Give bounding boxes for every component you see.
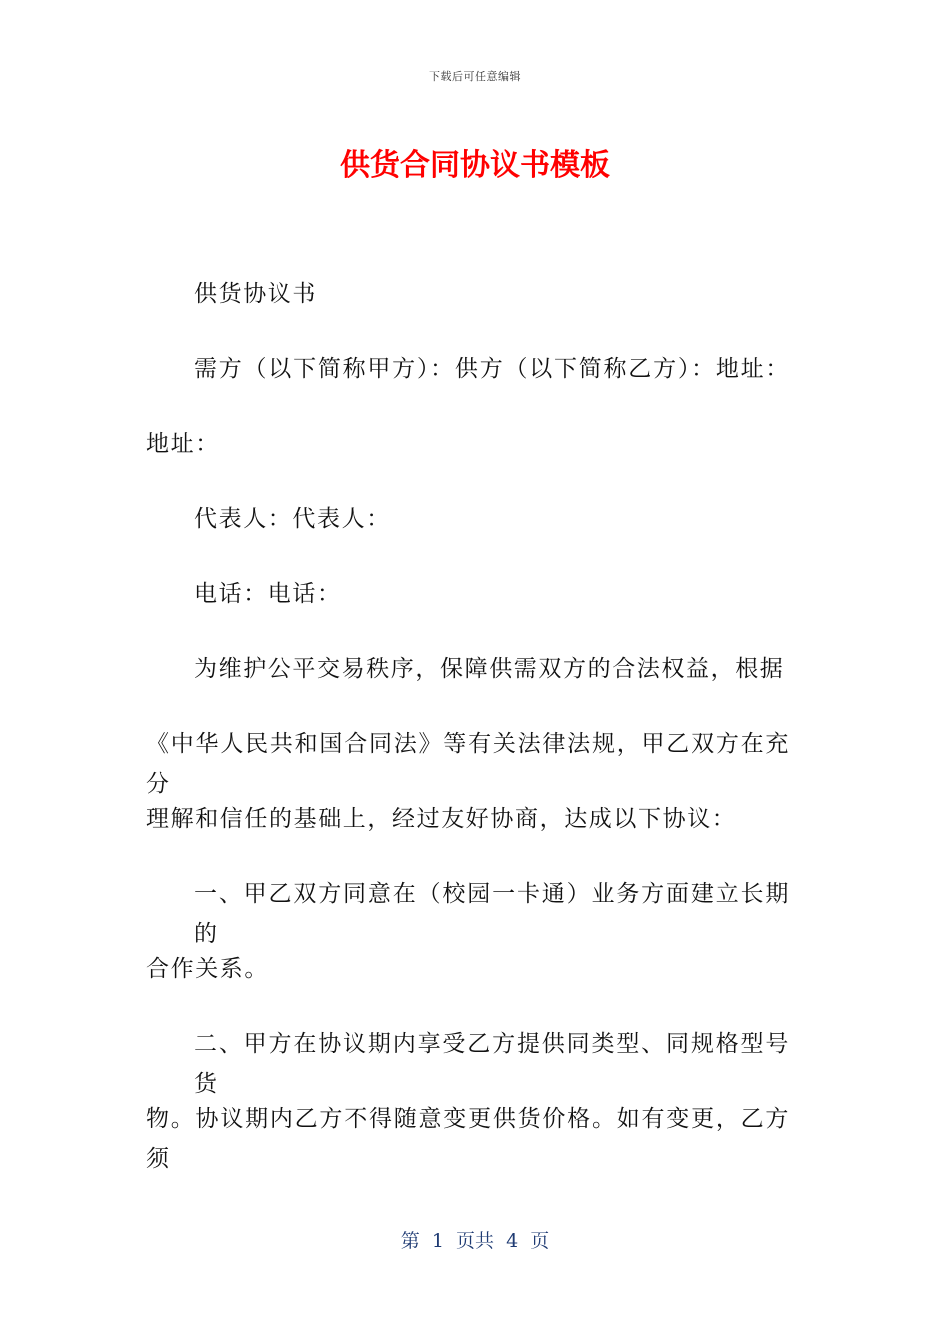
document-title: 供货合同协议书模板 — [340, 148, 610, 183]
paragraph-line: 合作关系。 — [146, 956, 269, 982]
paragraph-line: 物。协议期内乙方不得随意变更供货价格。如有变更，乙方须 — [146, 1106, 790, 1172]
paragraph-line: 一、甲乙双方同意在（校园一卡通）业务方面建立长期的 — [194, 881, 790, 947]
paragraph-line: 地址： — [146, 431, 220, 457]
paragraph-line: 需方（以下简称甲方）：供方（以下简称乙方）：地址： — [194, 356, 790, 382]
paragraph-line: 《中华人民共和国合同法》等有关法律法规，甲乙双方在充分 — [146, 731, 790, 797]
paragraph-line: 理解和信任的基础上，经过友好协商，达成以下协议： — [146, 806, 737, 832]
paragraph-line: 二、甲方在协议期内享受乙方提供同类型、同规格型号货 — [194, 1031, 790, 1097]
paragraph-line: 电话：电话： — [194, 581, 342, 607]
paragraph-line: 为维护公平交易秩序，保障供需双方的合法权益，根据 — [194, 656, 785, 682]
document-body — [146, 274, 790, 1174]
paragraph-line: 代表人：代表人： — [194, 506, 391, 532]
paragraph-line: 供货协议书 — [194, 281, 317, 307]
page-number: 第 1 页共 4 页 — [400, 1230, 550, 1252]
header-note: 下载后可任意编辑 — [429, 70, 521, 83]
